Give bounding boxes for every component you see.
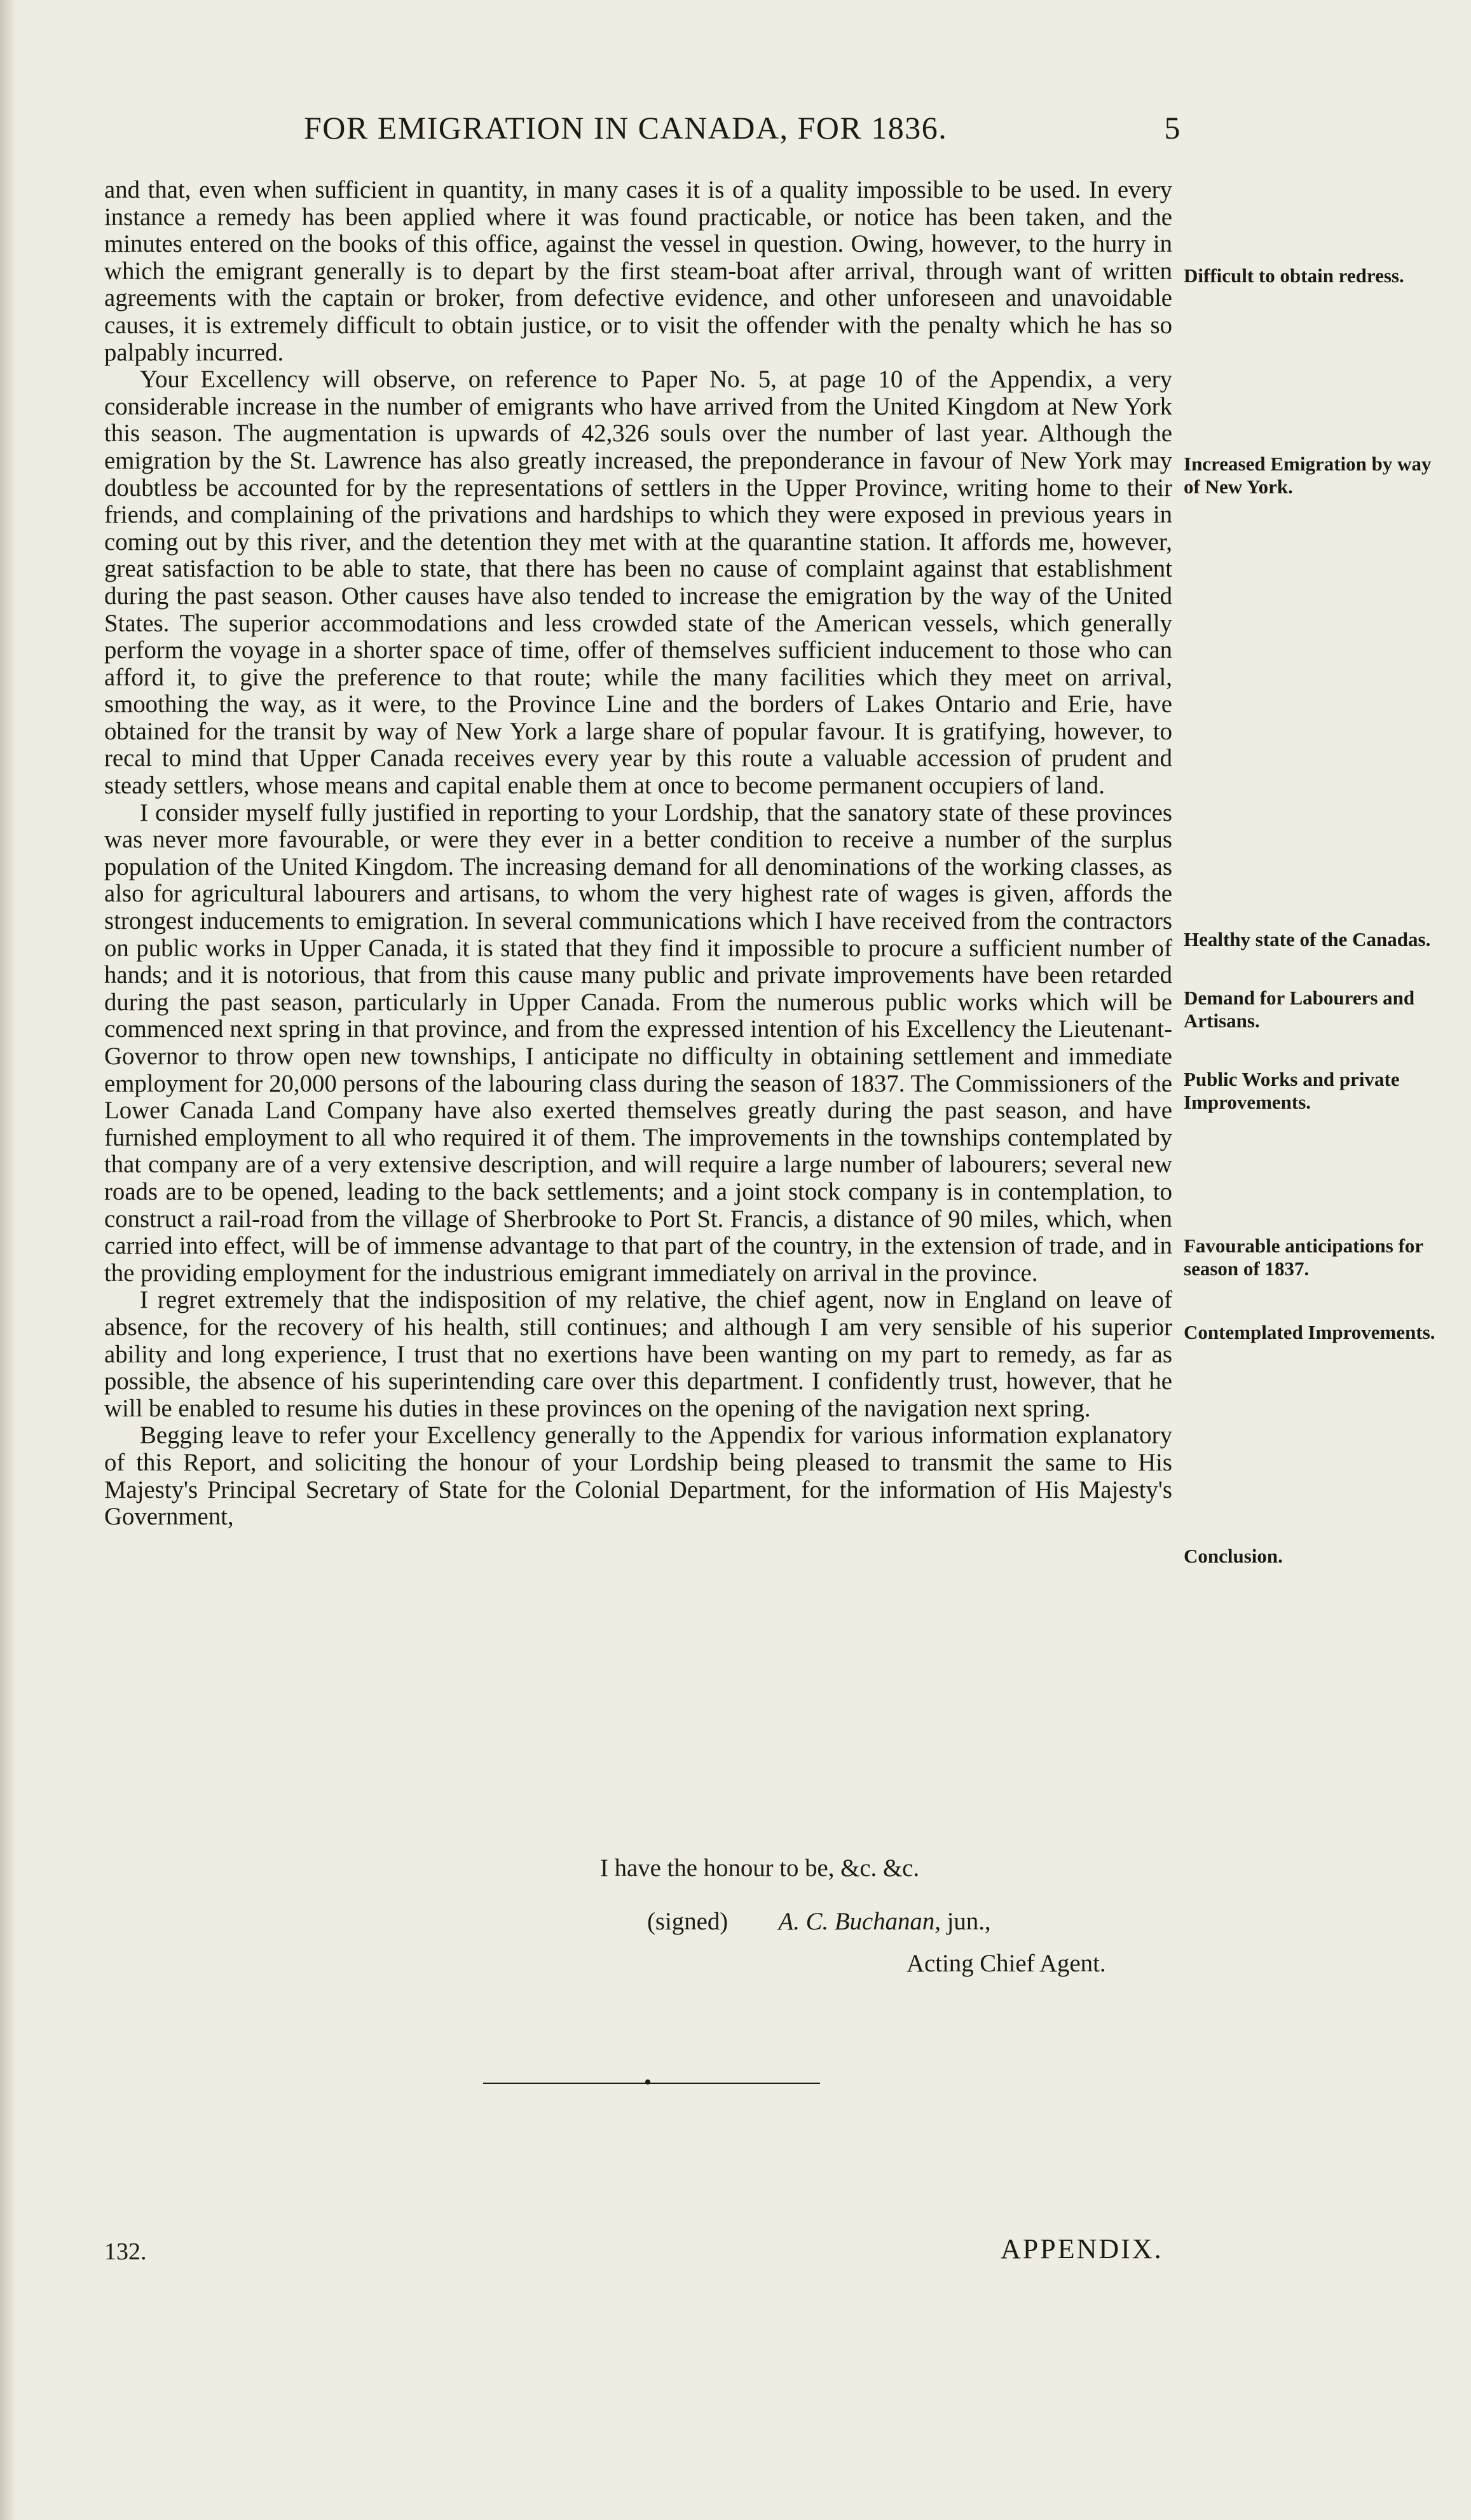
running-head <box>304 109 1181 146</box>
paragraph-2: Your Excellency will observe, on reference to Paper No. 5, at page 10 of the Appendix, a very considerable increase in the number of emigrants who have arrived from the United Kingdom at New York this season. The augmentation is upwards of 42,326 souls over the number of last year. Although the emigration by the St. Lawrence has also greatly increased, the preponderance in favour of New York may doubtless be accounted for by the representations of settlers in the Upper Province, writing home to their friends, and complaining of the privations and hardships to which they were exposed in previous years in coming out by this river, and the detention they met with at the quarantine station. It affords me, however, great satisfaction to be able to state, that there has been no cause of complaint against that establishment during the past season. Other causes have also tended to increase the emigration by the way of the United States. The superior accommodations and less crowded state of the American vessels, which generally perform the voyage in a shorter space of time, offer of themselves sufficient inducement to those who can afford it, to give the preference to that route; while the many facilities which they meet on arrival, smoothing the way, as it were, to the Province Line and the borders of Lakes Ontario and Erie, have obtained for the transit by way of New York a large share of popular favour. It is gratifying, however, to recal to mind that Upper Canada receives every year by this route a valuable accession of prudent and steady settlers, whose means and capital enable them at once to become permanent occupiers of land. <box>104 366 1172 800</box>
paragraph-4: I regret extremely that the indisposition of my relative, the chief agent, now in England on leave of absence, for the recovery of his health, still continues; and although I am very sensible of his superior ability and long experience, I trust that no exertions have been wanting on my part to remedy, as far as possible, the absence of his superintending care over this department. I confidently trust, however, that he will be enabled to resume his duties in these provinces on the opening of the navigation next spring. <box>104 1286 1172 1422</box>
margin-note-anticipations: Favourable anticipations for season of 1837. <box>1184 1235 1423 1280</box>
page-number: 5 <box>1164 110 1181 146</box>
divider-ornament <box>645 2079 650 2085</box>
closing-salutation: I have the honour to be, &c. &c. <box>600 1854 920 1882</box>
paragraph-3: I consider myself fully justified in reporting to your Lordship, that the sanatory state of these provinces was never more favourable, or were they ever in a better condition to receive a number of the surplus population of the United Kingdom. The increasing demand for all denominations of the working classes, as also for agricultural labourers and artisans, to whom the very highest rate of wages is given, affords the strongest inducements to emigration. In several communications which I have received from the contractors on public works in Upper Canada, it is stated that they find it impossible to procure a sufficient number of hands; and it is notorious, that from this cause many public and private improvements have been retarded during the past season, particularly in Upper Canada. From the numerous public works which will be commenced next spring in that province, and from the expressed intention of his Excellency the Lieutenant-Governor to throw open new townships, I anticipate no difficulty in obtaining settlement and immediate employment for 20,000 persons of the labouring class during the season of 1837. The Commissioners of the Lower Canada Land Company have also exerted themselves greatly during the past season, and have furnished employment to all who required it of them. The improvements in the townships contemplated by that company are of a very extensive description, and will require a large number of labourers; several new roads are to be opened, leading to the back settlements; and a joint stock company is in contemplation, to construct a rail-road from the village of Sherbrooke to Port St. Francis, a distance of 90 miles, which, when carried into effect, will be of immense advantage to that part of the country, in the extension of trade, and in the providing employment for the industrious emigrant immediately on arrival in the province. <box>104 798 1172 1287</box>
paragraph-1: and that, even when sufficient in quantity, in many cases it is of a quality impossible to be used. In every instance a remedy has been applied where it was found practicable, or notice has been taken, and the minutes entered on the books of this office, against the vessel in question. Owing, however, to the hurry in which the emigrant generally is to depart by the first steam-boat after arrival, through want of written agreements with the captain or broker, from defective evidence, and other unforeseen and unavoidable causes, it is extremely difficult to obtain justice, or to visit the offender with the penalty which he has so palpably incurred. <box>104 176 1172 366</box>
margin-note-new-york: Increased Emigration by way of New York. <box>1184 453 1432 498</box>
margin-note-healthy-state: Healthy state of the Canadas. <box>1184 928 1431 950</box>
signed-label: (signed) <box>647 1908 729 1935</box>
footer-appendix-label: APPENDIX. <box>1001 2233 1163 2264</box>
signatory-name: A. C. Buchanan, <box>778 1908 941 1935</box>
section-divider <box>483 2083 820 2084</box>
margin-note-conclusion: Conclusion. <box>1184 1545 1283 1567</box>
signature-line <box>647 1907 991 1936</box>
signatory-title: Acting Chief Agent. <box>907 1950 1106 1977</box>
margin-note-public-works: Public Works and private Improvements. <box>1184 1068 1400 1113</box>
body-text <box>104 177 1172 1531</box>
margin-note-redress: Difficult to obtain redress. <box>1184 264 1404 287</box>
binding-shadow <box>0 0 17 2520</box>
signatory-suffix: jun., <box>947 1908 991 1935</box>
footer-page-number: 132. <box>104 2238 147 2265</box>
margin-note-improvements: Contemplated Improvements. <box>1184 1321 1435 1343</box>
paragraph-5: Begging leave to refer your Excellency generally to the Appendix for various information explanatory of this Report, and soliciting the honour of your Lordship being pleased to transmit the same to His Majesty's Principal Secretary of State for the Colonial Department, for the information of His Majesty's Government, <box>104 1421 1172 1531</box>
running-title: FOR EMIGRATION IN CANADA, FOR 1836. <box>304 110 948 146</box>
margin-note-demand: Demand for Labourers and Artisans. <box>1184 987 1415 1032</box>
